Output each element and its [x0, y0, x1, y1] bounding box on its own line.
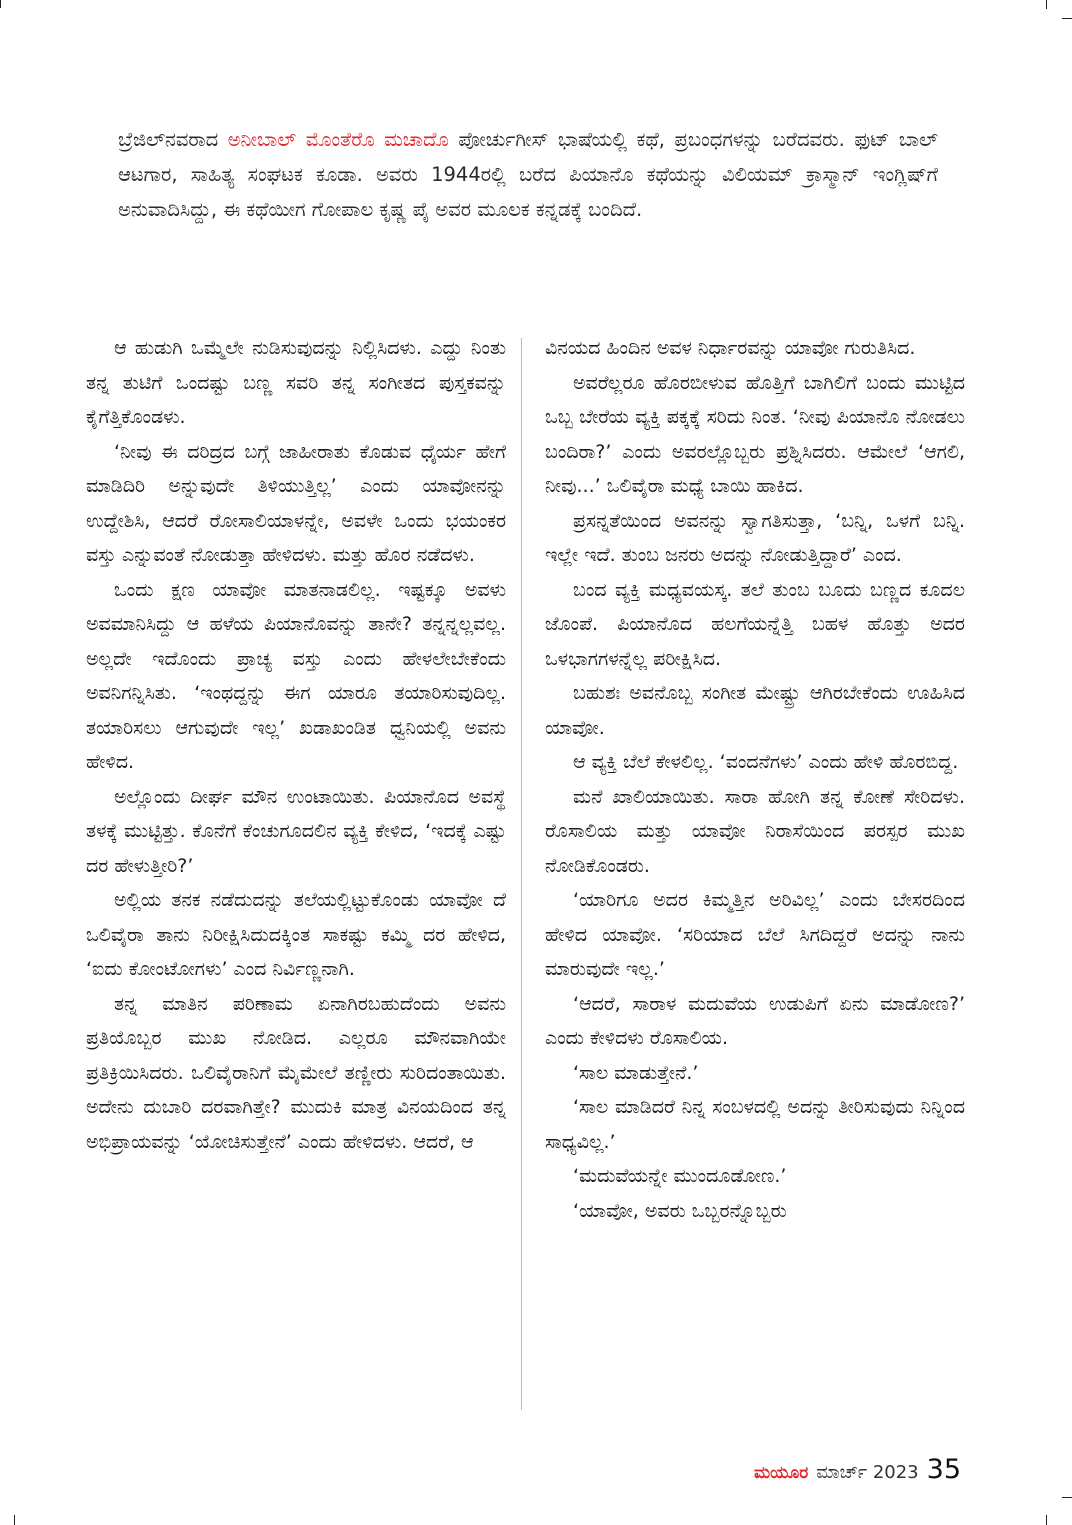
crop-mark-right-lower — [1062, 1497, 1072, 1498]
paragraph: ತನ್ನ ಮಾತಿನ ಪರಿಣಾಮ ಏನಾಗಿರಬಹುದೆಂದು ಅವನು ಪ್ರತಿಯೊಬ್ಬರ ಮುಖ ನೋಡಿದ. ಎಲ್ಲರೂ ಮೌನವಾಗಿಯೇ ಪ್ರತಿಕ್ರಿಯಿಸಿದರು. ಒಲಿವೈರಾನಿಗೆ ಮೈಮೇಲೆ ತಣ್ಣೀರು ಸುರಿದಂತಾಯಿತು. ಅದೇನು ದುಬಾರಿ ದರವಾಗಿತ್ತೇ? ಮುದುಕಿ ಮಾತ್ರ ವಿನಯದಿಂದ ತನ್ನ ಅಭಿಪ್ರಾಯವನ್ನು ‘ಯೋಚಿಸುತ್ತೇನೆ’ ಎಂದು ಹೇಳಿದಳು. ಆದರೆ, ಆ — [86, 992, 506, 1153]
paragraph: ‘ಸಾಲ ಮಾಡುತ್ತೇನೆ.’ — [573, 1061, 699, 1084]
paragraph: ಮನೆ ಖಾಲಿಯಾಯಿತು. ಸಾರಾ ಹೋಗಿ ತನ್ನ ಕೋಣೆ ಸೇರಿದಳು. ರೊಸಾಲಿಯ ಮತ್ತು ಯಾವೋ ನಿರಾಸೆಯಿಂದ ಪರಸ್ಪರ ಮುಖ ನೋಡಿಕೊಂಡರು. — [545, 785, 965, 877]
paragraph: ‘ಸಾಲ ಮಾಡಿದರೆ ನಿನ್ನ ಸಂಬಳದಲ್ಲಿ ಅದನ್ನು ತೀರಿಸುವುದು ನಿನ್ನಿಂದ ಸಾಧ್ಯವಿಲ್ಲ.’ — [545, 1096, 965, 1153]
paragraph: ಪ್ರಸನ್ನತೆಯಿಂದ ಅವನನ್ನು ಸ್ವಾಗತಿಸುತ್ತಾ, ‘ಬನ್ನಿ, ಒಳಗೆ ಬನ್ನಿ. ಇಲ್ಲೇ ಇದೆ. ತುಂಬ ಜನರು ಅದನ್ನು ನೋಡುತ್ತಿದ್ದಾರೆ’ ಎಂದ. — [545, 509, 965, 566]
crop-mark-right-upper — [1062, 18, 1072, 19]
paragraph: ಬಂದ ವ್ಯಕ್ತಿ ಮಧ್ಯವಯಸ್ಕ. ತಲೆ ತುಂಬ ಬೂದು ಬಣ್ಣದ ಕೂದಲ ಜೊಂಪೆ. ಪಿಯಾನೊದ ಹಲಗೆಯನ್ನೆತ್ತಿ ಬಹಳ ಹೊತ್ತು ಅದರ ಒಳಭಾಗಗಳನ್ನೆಲ್ಲ ಪರೀಕ್ಷಿಸಿದ. — [545, 578, 965, 670]
crop-mark-bottom-left — [14, 1515, 15, 1525]
crop-mark-top-right — [1046, 0, 1047, 9]
issue-date: ಮಾರ್ಚ್ 2023 — [816, 1462, 919, 1483]
crop-mark-top-left — [0, 0, 1, 8]
paragraph-continued: ವಿನಯದ ಹಿಂದಿನ ಅವಳ ನಿರ್ಧಾರವನ್ನು ಯಾವೋ ಗುರುತಿಸಿದ. — [545, 337, 916, 359]
paragraph: ಬಹುಶಃ ಅವನೊಬ್ಬ ಸಂಗೀತ ಮೇಷ್ಟ್ರು ಆಗಿರಬೇಕೆಂದು ಊಹಿಸಿದ ಯಾವೋ. — [545, 682, 965, 739]
paragraph: ಆ ಹುಡುಗಿ ಒಮ್ಮೆಲೇ ನುಡಿಸುವುದನ್ನು ನಿಲ್ಲಿಸಿದಳು. ಎದ್ದು ನಿಂತು ತನ್ನ ತುಟಿಗೆ ಒಂದಷ್ಟು ಬಣ್ಣ ಸವರಿ ತನ್ನ ಸಂಗೀತದ ಪುಸ್ತಕವನ್ನು ಕೈಗೆತ್ತಿಕೊಂಡಳು. — [86, 337, 506, 428]
paragraph: ‘ಆದರೆ, ಸಾರಾಳ ಮದುವೆಯ ಉಡುಪಿಗೆ ಏನು ಮಾಡೋಣ?’ ಎಂದು ಕೇಳಿದಳು ರೊಸಾಲಿಯ. — [545, 992, 965, 1049]
paragraph: ಅಲ್ಲಿಯ ತನಕ ನಡೆದುದನ್ನು ತಲೆಯಲ್ಲಿಟ್ಟುಕೊಂಡು ಯಾವೋ ದೆ ಒಲಿವೈರಾ ತಾನು ನಿರೀಕ್ಷಿಸಿದುದಕ್ಕಿಂತ ಸಾಕಷ್ಟು ಕಮ್ಮಿ ದರ ಹೇಳಿದ, ‘ಐದು ಕೋಂಟೋಗಳು’ ಎಂದ ನಿರ್ವಿಣ್ಣನಾಗಿ. — [86, 889, 506, 980]
paragraph: ಆ ವ್ಯಕ್ತಿ ಬೆಲೆ ಕೇಳಲಿಲ್ಲ. ‘ವಂದನೆಗಳು’ ಎಂದು ಹೇಳಿ ಹೊರಬಿದ್ದ. — [573, 751, 959, 773]
crop-mark-bottom-right — [1046, 1515, 1047, 1525]
intro-text: ಪೋರ್ಚುಗೀಸ್ ಭಾಷೆಯಲ್ಲಿ ಕಥೆ, ಪ್ರಬಂಧಗಳನ್ನು ಬರೆದವರು. ಫುಟ್ ಬಾಲ್ ಆಟಗಾರ, ಸಾಹಿತ್ಯ ಸಂಘಟಕ ಕೂಡಾ. ಅವರು 1944ರಲ್ಲಿ ಬರೆದ ಪಿಯಾನೊ ಕಥೆಯನ್ನು ವಿಲಿಯಮ್ ಕ್ರಾಸ್ಮಾನ್ ಇಂಗ್ಲಿಷ್‌ಗೆ ಅನುವಾದಿಸಿದ್ದು, ಈ ಕಥೆಯೀಗ ಗೋಪಾಲ ಕೃಷ್ಣ ಪೈ ಅವರ ಮೂಲಕ ಕನ್ನಡಕ್ಕೆ ಬಂದಿದೆ. — [118, 128, 938, 221]
page-number: 35 — [926, 1454, 961, 1485]
paragraph: ‘ಯಾರಿಗೂ ಅದರ ಕಿಮ್ಮತ್ತಿನ ಅರಿವಿಲ್ಲ’ ಎಂದು ಬೇಸರದಿಂದ ಹೇಳಿದ ಯಾವೋ. ‘ಸರಿಯಾದ ಬೆಲೆ ಸಿಗದಿದ್ದರೆ ಅದನ್ನು ನಾನು ಮಾರುವುದೇ ಇಲ್ಲ.’ — [545, 889, 965, 980]
page-footer — [754, 1454, 961, 1485]
left-column — [86, 331, 506, 1159]
paragraph: ‘ಯಾವೋ, ಅವರು ಒಬ್ಬರನ್ನೊಬ್ಬರು — [573, 1199, 787, 1222]
paragraph: ಒಂದು ಕ್ಷಣ ಯಾವೋ ಮಾತನಾಡಲಿಲ್ಲ. ಇಷ್ಟಕ್ಕೂ ಅವಳು ಅವಮಾನಿಸಿದ್ದು ಆ ಹಳೆಯ ಪಿಯಾನೊವನ್ನು ತಾನೇ? ತನ್ನನ್ನಲ್ಲವಲ್ಲ. ಅಲ್ಲದೇ ಇದೊಂದು ಪ್ರಾಚ್ಯ ವಸ್ತು ಎಂದು ಹೇಳಲೇಬೇಕೆಂದು ಅವನಿಗನ್ನಿಸಿತು. ‘ಇಂಥದ್ದನ್ನು ಈಗ ಯಾರೂ ತಯಾರಿಸುವುದಿಲ್ಲ. ತಯಾರಿಸಲು ಆಗುವುದೇ ಇಲ್ಲ’ ಖಡಾಖಂಡಿತ ಧ್ವನಿಯಲ್ಲಿ ಅವನು ಹೇಳಿದ. — [86, 578, 506, 773]
intro-prefix: ಬ್ರೆಜಿಲ್‌ನವರಾದ — [118, 128, 228, 151]
right-column — [545, 331, 965, 1228]
paragraph: ಅಲ್ಲೊಂದು ದೀರ್ಘ ಮೌನ ಉಂಟಾಯಿತು. ಪಿಯಾನೊದ ಅವಸ್ಥೆ ತಳಕ್ಕೆ ಮುಟ್ಟಿತ್ತು. ಕೊನೆಗೆ ಕೆಂಚುಗೂದಲಿನ ವ್ಯಕ್ತಿ ಕೇಳಿದ, ‘ಇದಕ್ಕೆ ಎಷ್ಟು ದರ ಹೇಳುತ್ತೀರಿ?’ — [86, 785, 506, 877]
author-intro — [118, 122, 938, 227]
paragraph: ಅವರೆಲ್ಲರೂ ಹೊರಬೀಳುವ ಹೊತ್ತಿಗೆ ಬಾಗಿಲಿಗೆ ಬಂದು ಮುಟ್ಟಿದ ಒಬ್ಬ ಬೇರೆಯ ವ್ಯಕ್ತಿ ಪಕ್ಕಕ್ಕೆ ಸರಿದು ನಿಂತ. ‘ನೀವು ಪಿಯಾನೊ ನೋಡಲು ಬಂದಿರಾ?’ ಎಂದು ಅವರಲ್ಲೊಬ್ಬರು ಪ್ರಶ್ನಿಸಿದರು. ಆಮೇಲೆ ‘ಆಗಲಿ, ನೀವು...’ ಒಲಿವೈರಾ ಮಧ್ಯೆ ಬಾಯಿ ಹಾಕಿದ. — [545, 371, 965, 497]
author-name: ಅನೀಬಾಲ್ ಮೊಂತೆರೊ ಮಚಾದೊ — [227, 128, 449, 151]
paragraph: ‘ಮದುವೆಯನ್ನೇ ಮುಂದೂಡೋಣ.’ — [573, 1165, 787, 1187]
magazine-logo: ಮಯೂರ — [753, 1463, 809, 1483]
column-divider — [521, 338, 522, 1410]
paragraph: ‘ನೀವು ಈ ದರಿದ್ರದ ಬಗ್ಗೆ ಜಾಹೀರಾತು ಕೊಡುವ ಧೈರ್ಯ ಹೇಗೆ ಮಾಡಿದಿರಿ ಅನ್ನುವುದೇ ತಿಳಿಯುತ್ತಿಲ್ಲ’ ಎಂದು ಯಾವೋನನ್ನು ಉದ್ದೇಶಿಸಿ, ಆದರೆ ರೋಸಾಲಿಯಾಳನ್ನೇ, ಅವಳೇ ಒಂದು ಭಯಂಕರ ವಸ್ತು ಎನ್ನುವಂತೆ ನೋಡುತ್ತಾ ಹೇಳಿದಳು. ಮತ್ತು ಹೊರ ನಡೆದಳು. — [86, 440, 506, 566]
